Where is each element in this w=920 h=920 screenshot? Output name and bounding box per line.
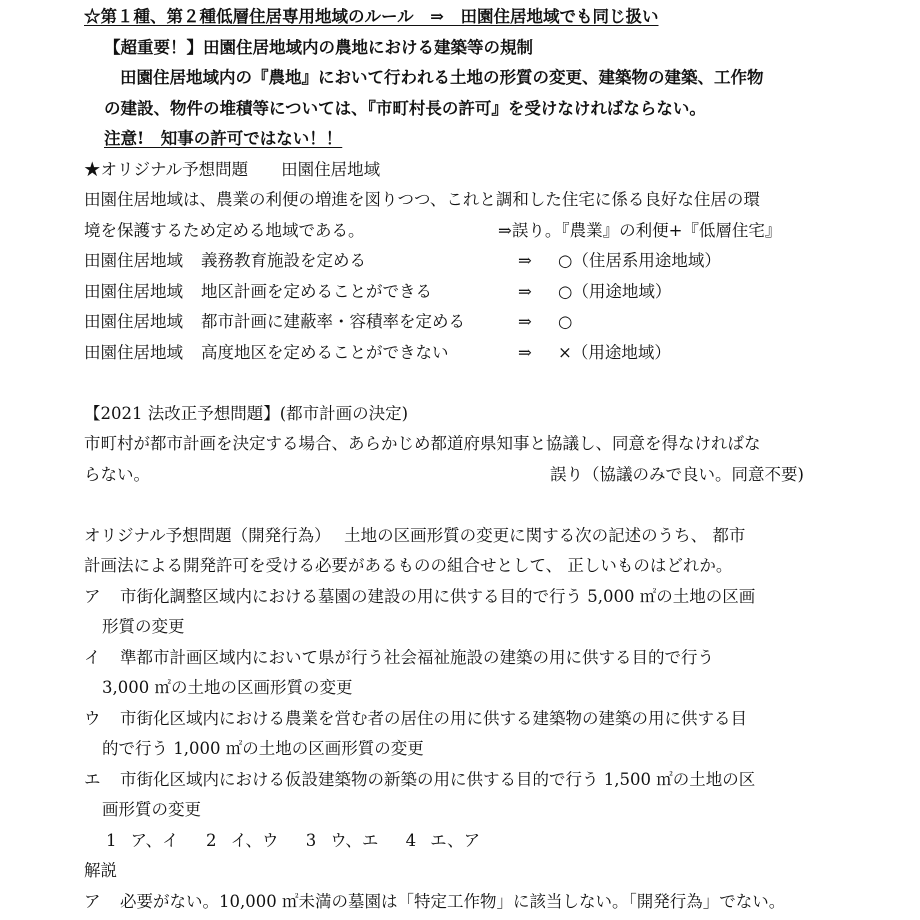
dev-intro-2: 計画法による開発許可を受ける必要があるものの組合せとして、 正しいものはどれか。 (84, 556, 733, 575)
item-text: 高度地区を定めることができない (201, 342, 449, 362)
dev-option-line1 (84, 704, 834, 735)
dev-option-line1 (84, 765, 834, 796)
dev-intro-1: オリジナル予想問題（開発行為） 土地の区画形質の変更に関する次の記述のうち、 都市 (84, 525, 746, 545)
item-text: 義務教育施設を定める (201, 251, 366, 270)
item-arrow: ⇒ (518, 251, 532, 270)
item-result: ×（用途地域） (558, 342, 671, 362)
choice-num: 2 (205, 830, 217, 850)
option-text: 準都市計画区域内において県が行う社会福祉施設の建築の用に供する目的で行う (120, 647, 714, 667)
document-page (84, 2, 834, 917)
dev-option-line2: 形質の変更 (102, 617, 185, 636)
important-title: 【超重要！】田園住居地域内の農地における建築等の規制 (104, 37, 533, 57)
option-mark: イ (84, 647, 101, 667)
important-body-2: の建設、物件の堆積等については、『市町村長の許可』を受けなければならない。 (104, 98, 706, 118)
option-text: 市街化区域内における仮設建築物の新築の用に供する目的で行う 1,500 ㎡の土地の区 (120, 769, 756, 789)
important-body-1: 田園住居地域内の『農地』において行われる土地の形質の変更、建築物の建築、工作物 (120, 68, 764, 87)
dev-option-line1 (84, 643, 834, 674)
rule-line: ☆第１種、第２種低層住居専用地域のルール ⇒ 田園住居地域でも同じ扱い (84, 7, 659, 26)
dev-option-line2: 3,000 ㎡の土地の区画形質の変更 (102, 678, 353, 697)
explanation-mark: ア (84, 891, 101, 911)
option-mark: ア (84, 586, 101, 606)
original-q1-title: ★オリジナル予想問題 田園住居地域 (84, 159, 381, 179)
choice-num: 1 (106, 830, 117, 850)
choice-text: エ、ア (430, 830, 481, 850)
option-text: 市街化区域内における農業を営む者の居住の用に供する建築物の建築の用に供する目 (120, 708, 747, 728)
spacer (84, 368, 834, 399)
item-arrow: ⇒ (518, 342, 532, 362)
item-result: ○（住居系用途地域） (558, 251, 721, 270)
q2021-title: 【2021 法改正予想問題】(都市計画の決定) (84, 403, 409, 423)
dev-option-line2: 的で行う 1,000 ㎡の土地の区画形質の変更 (102, 739, 424, 758)
choice (306, 826, 379, 857)
dev-option-line2: 画形質の変更 (102, 800, 201, 819)
choice (206, 826, 279, 857)
choice (406, 826, 481, 857)
item-result: ○（用途地域） (558, 281, 672, 301)
q2021-text-2 (84, 460, 834, 491)
q2021-answer: 誤り（協議のみで良い。同意不要) (550, 464, 804, 484)
item-label: 田園住居地域 (84, 251, 183, 270)
spacer (84, 490, 834, 521)
choice-text: ア、イ (130, 830, 179, 850)
q2021-text-1: 市町村が都市計画を決定する場合、あらかじめ都道府県知事と協議し、同意を得なければな (84, 434, 761, 453)
option-mark: ウ (84, 708, 101, 728)
explanation-text: 必要がない。10,000 ㎡未満の墓園は「特定工作物」に該当しない。「開発行為」でない。 (120, 891, 786, 911)
original-q1-item (84, 277, 834, 308)
explanation-a (84, 887, 834, 918)
option-text: 市街化調整区域内における墓園の建設の用に供する目的で行う 5,000 ㎡の土地の区画 (120, 586, 756, 606)
dev-choices (84, 826, 834, 857)
option-mark: エ (84, 769, 101, 789)
item-result: ○ (558, 312, 573, 331)
notice-line: 注意! 知事の許可ではない！！ (104, 129, 343, 148)
choice-text: ウ、エ (330, 830, 379, 850)
dev-option-line1 (84, 582, 834, 613)
item-text: 地区計画を定めることができる (201, 281, 432, 301)
q2021-text-2-body: らない。 (84, 464, 150, 484)
item-label: 田園住居地域 (84, 281, 183, 301)
choice-num: 4 (405, 830, 417, 850)
explanation-title: 解説 (84, 861, 117, 880)
item-label: 田園住居地域 (84, 312, 183, 331)
item-arrow: ⇒ (518, 312, 532, 331)
item-label: 田園住居地域 (84, 342, 183, 362)
original-q1-text-2-body: 境を保護するため定める地域である。 (84, 220, 365, 240)
choice-text: イ、ウ (230, 830, 279, 850)
choice-num: 3 (305, 830, 317, 850)
original-q1-text-1: 田園住居地域は、農業の利便の増進を図りつつ、これと調和した住宅に係る良好な住居の環 (84, 190, 760, 209)
original-q1-text-2 (84, 216, 834, 247)
original-q1-item (84, 307, 834, 338)
original-q1-item (84, 246, 834, 277)
item-text: 都市計画に建蔽率・容積率を定める (201, 312, 465, 331)
original-q1-answer: ⇒誤り。『農業』の利便+『低層住宅』 (498, 220, 782, 240)
item-arrow: ⇒ (518, 281, 532, 301)
original-q1-item (84, 338, 834, 369)
choice (106, 826, 179, 857)
